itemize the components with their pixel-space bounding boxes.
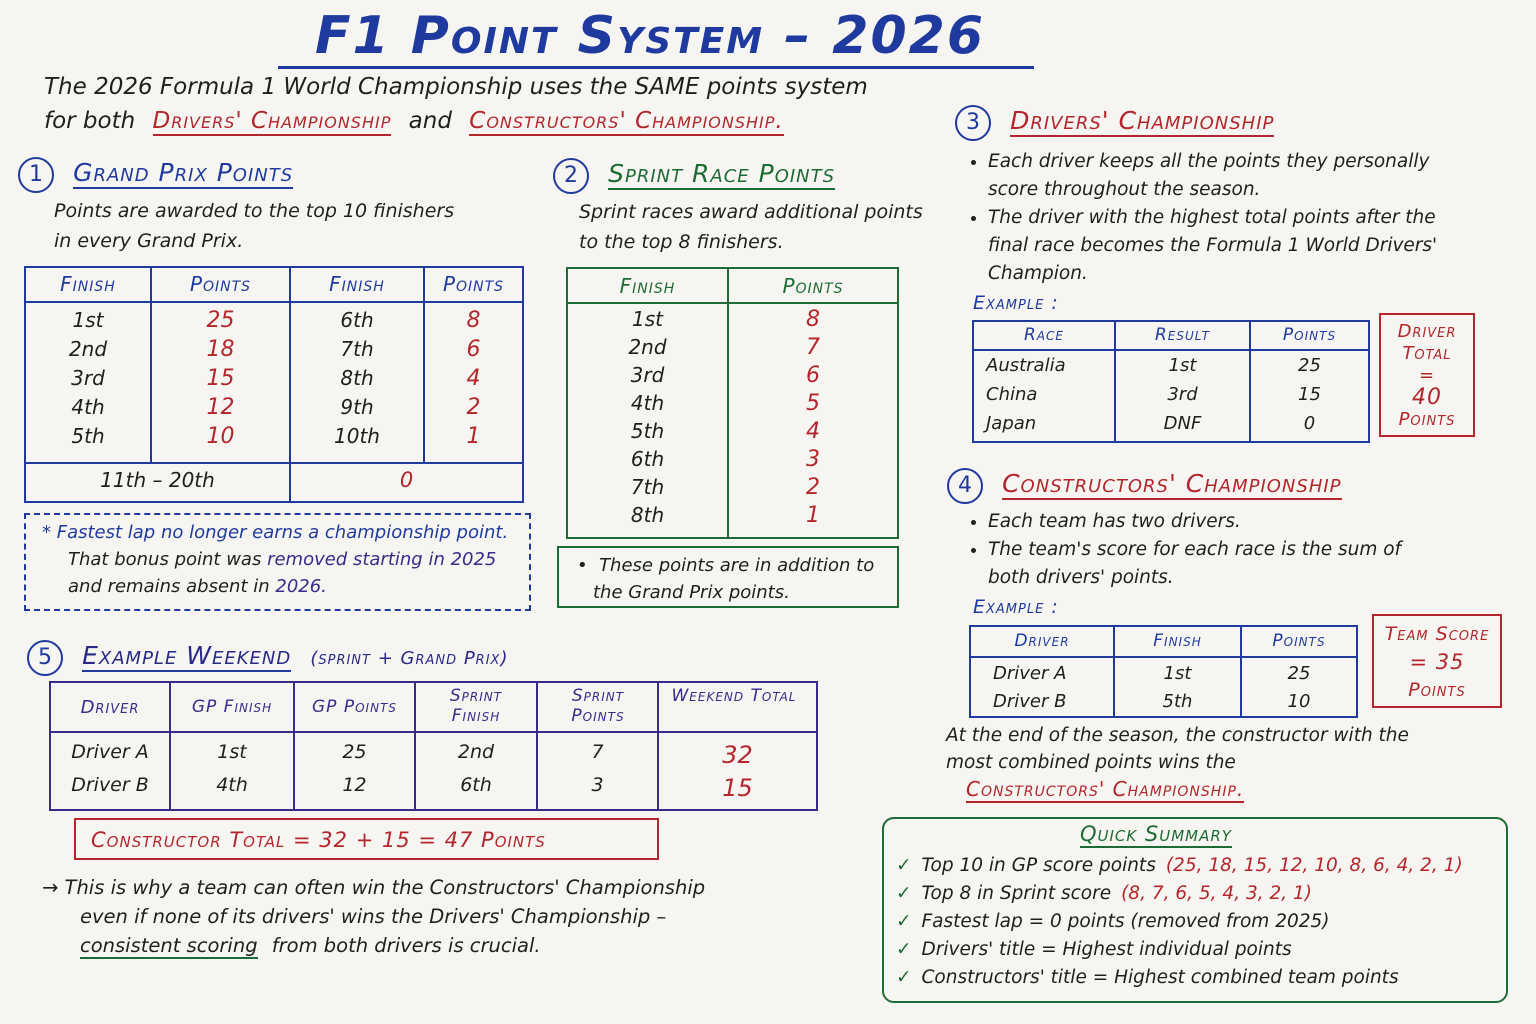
gp-finish-cell: 6th	[340, 308, 374, 332]
sprint-header-points: Points	[782, 274, 844, 298]
weekend-section-subtitle: (sprint + Grand Prix)	[310, 648, 509, 669]
weekend-header-sprint-points: Sprint Points	[571, 686, 625, 726]
weekend-total-cell: 15	[722, 774, 753, 802]
driver-total-label-1: Driver	[1397, 321, 1457, 342]
drivers-points-cell: 25	[1298, 355, 1321, 376]
gp-header-points-2: Points	[442, 272, 505, 296]
weekend-section-header	[27, 640, 508, 676]
drivers-section-header	[955, 105, 1274, 141]
sprint-points-cell: 8	[806, 307, 820, 332]
gp-finish-cell: 5th	[71, 424, 105, 448]
fastest-lap-note-line-3	[42, 573, 529, 600]
gp-finish-cell: 10th	[334, 424, 380, 448]
weekend-driver-cell: Driver A	[71, 741, 149, 763]
gp-rest-points: 0	[399, 468, 414, 492]
gp-rest-divider	[26, 462, 522, 464]
sprint-points-table	[566, 267, 899, 539]
drivers-result-cell: DNF	[1163, 413, 1202, 434]
sprint-points-cell: 7	[806, 335, 820, 360]
sprint-points-cell: 1	[806, 503, 820, 528]
quick-summary-item	[896, 964, 1496, 992]
gp-finish-cell: 4th	[71, 395, 105, 419]
team-score-box	[1372, 614, 1502, 708]
quick-summary-item	[896, 852, 1496, 880]
intro-drivers-championship: Drivers' Championship	[152, 108, 392, 134]
drivers-header-result: Result	[1155, 325, 1210, 345]
quick-summary-title: Quick Summary	[1080, 822, 1232, 846]
sprint-points-cell: 2	[806, 475, 820, 500]
constructors-conclusion-line-1: At the end of the season, the constructor with the	[946, 725, 1409, 746]
drivers-section-title: Drivers' Championship	[1010, 106, 1275, 135]
sprint-note-line-1: • These points are in addition to	[577, 555, 875, 576]
gp-desc-line-2: in every Grand Prix.	[54, 230, 244, 252]
sprint-description	[579, 197, 923, 257]
gp-finish-cell: 8th	[340, 366, 374, 390]
driver-total-label-3: Points	[1398, 409, 1456, 430]
quick-summary-text: Constructors' title = Highest combined team points	[921, 967, 1399, 988]
drivers-points-cell: 0	[1303, 413, 1316, 434]
gp-points-cell: 10	[206, 424, 235, 449]
sprint-finish-cell: 3rd	[630, 363, 665, 387]
weekend-gp-points-cell: 25	[342, 741, 367, 763]
drivers-example-label: Example :	[973, 292, 1059, 314]
intro-for-both: for both	[44, 108, 136, 134]
gp-points-cell: 1	[466, 424, 481, 449]
drivers-bullet-1: • Each driver keeps all the points they personally score throughout the season.	[988, 148, 1462, 204]
drivers-race-cell: China	[986, 384, 1038, 405]
weekend-sprint-finish-cell: 2nd	[457, 741, 495, 763]
gp-points-cell: 25	[206, 308, 235, 333]
weekend-table	[49, 681, 818, 811]
title-underline	[278, 66, 1034, 69]
constructors-points-cell: 25	[1287, 663, 1311, 684]
weekend-section-number: 5	[27, 640, 63, 676]
fastest-lap-note-text-3a: and remains absent in	[68, 576, 270, 597]
drivers-race-cell: Australia	[986, 355, 1066, 376]
weekend-conclusion	[42, 873, 705, 960]
quick-summary-list	[896, 852, 1496, 992]
check-icon: ✓	[896, 911, 912, 932]
drivers-result-cell: 1st	[1168, 355, 1197, 376]
team-score-label-1: Team Score	[1384, 623, 1490, 645]
sprint-points-cell: 5	[806, 391, 820, 416]
sprint-section-title: Sprint Race Points	[608, 159, 836, 188]
fastest-lap-note-text-2a: That bonus point was	[68, 549, 262, 570]
constructors-section-title: Constructors' Championship	[1002, 469, 1342, 498]
constructors-section-number: 4	[947, 468, 983, 504]
intro-and: and	[408, 108, 452, 134]
quick-summary-values: (25, 18, 15, 12, 10, 8, 6, 4, 2, 1)	[1165, 855, 1463, 876]
gp-points-cell: 4	[466, 366, 481, 391]
fastest-lap-note-text-3b: 2026.	[275, 576, 327, 597]
quick-summary-text: Top 8 in Sprint score	[921, 883, 1112, 904]
constructors-conclusion-line-3: Constructors' Championship.	[966, 777, 1245, 801]
sprint-note-text-1: These points are in addition to	[599, 555, 875, 576]
gp-section-number: 1	[18, 157, 54, 193]
fastest-lap-note-text-1: * Fastest lap no longer earns a championship point.	[42, 522, 509, 543]
sprint-finish-cell: 6th	[630, 447, 665, 471]
driver-total-label-2: Total	[1402, 343, 1452, 364]
check-icon: ✓	[896, 883, 912, 904]
constructors-conclusion	[946, 722, 1409, 804]
weekend-sprint-finish-cell: 6th	[460, 774, 492, 796]
weekend-header-gp-finish: GP Finish	[191, 697, 273, 717]
weekend-conclusion-rest: from both drivers is crucial.	[271, 934, 541, 957]
sprint-finish-cell: 4th	[630, 391, 665, 415]
team-score-label-2: Points	[1408, 679, 1466, 701]
constructors-header-finish: Finish	[1153, 631, 1202, 651]
weekend-header-sprint-finish: Sprint Finish	[449, 686, 503, 726]
drivers-result-cell: 3rd	[1167, 384, 1198, 405]
weekend-driver-cell: Driver B	[71, 774, 149, 796]
fastest-lap-note-text-2b: removed starting in 2025	[267, 549, 497, 570]
quick-summary-text: Top 10 in GP score points	[921, 855, 1156, 876]
constructors-driver-cell: Driver B	[993, 691, 1067, 712]
constructors-points-cell: 10	[1287, 691, 1311, 712]
gp-points-cell: 6	[466, 337, 481, 362]
drivers-header-points: Points	[1282, 325, 1337, 345]
sprint-finish-cell: 8th	[630, 503, 665, 527]
quick-summary-item	[896, 908, 1496, 936]
constructors-finish-cell: 1st	[1163, 663, 1192, 684]
intro-constructors-championship: Constructors' Championship.	[469, 108, 784, 134]
gp-points-table	[24, 266, 524, 503]
fastest-lap-note-line-2	[42, 546, 529, 573]
weekend-sprint-points-cell: 7	[591, 741, 604, 763]
quick-summary-text: Fastest lap = 0 points (removed from 2025)	[921, 911, 1330, 932]
constructors-driver-cell: Driver A	[993, 663, 1067, 684]
fastest-lap-note	[24, 513, 531, 611]
gp-points-cell: 12	[206, 395, 235, 420]
fastest-lap-note-line-1	[42, 519, 529, 546]
constructors-bullets	[962, 508, 1432, 592]
constructors-bullet-2: • The team's score for each race is the sum of both drivers' points.	[988, 536, 1432, 592]
weekend-conclusion-line-1: → This is why a team can often win the Constructors' Championship	[42, 876, 706, 899]
gp-finish-cell: 2nd	[68, 337, 108, 361]
weekend-sprint-points-cell: 3	[591, 774, 604, 796]
intro-line-2	[44, 108, 784, 134]
weekend-conclusion-underlined: consistent scoring	[80, 934, 258, 957]
gp-points-cell: 8	[466, 308, 481, 333]
gp-finish-cell: 3rd	[71, 366, 105, 390]
constructors-section-header	[947, 468, 1342, 504]
check-icon: ✓	[896, 939, 912, 960]
drivers-bullets	[962, 148, 1462, 288]
constructors-finish-cell: 5th	[1162, 691, 1193, 712]
constructors-header-driver: Driver	[1014, 631, 1070, 651]
gp-header-finish-1: Finish	[60, 272, 116, 296]
gp-desc-line-1: Points are awarded to the top 10 finishers	[54, 200, 455, 222]
gp-header-finish-2: Finish	[329, 272, 385, 296]
quick-summary-box	[882, 817, 1508, 1003]
check-icon: ✓	[896, 967, 912, 988]
drivers-points-cell: 15	[1298, 384, 1321, 405]
constructors-example-table	[969, 625, 1358, 718]
gp-points-cell: 18	[206, 337, 235, 362]
drivers-section-number: 3	[955, 105, 991, 141]
constructors-example-label: Example :	[973, 596, 1059, 618]
sprint-section-number: 2	[553, 158, 589, 194]
check-icon: ✓	[896, 855, 912, 876]
page-title: F1 Point System – 2026	[314, 6, 986, 66]
weekend-gp-points-cell: 12	[342, 774, 367, 796]
gp-finish-cell: 9th	[340, 395, 374, 419]
gp-header-points-1: Points	[189, 272, 252, 296]
gp-points-cell: 15	[206, 366, 235, 391]
weekend-conclusion-line-2: even if none of its drivers' wins the Drivers' Championship –	[80, 905, 667, 928]
team-score-value: = 35	[1409, 650, 1465, 674]
gp-finish-cell: 1st	[72, 308, 104, 332]
gp-section-header	[18, 157, 293, 193]
sprint-finish-cell: 7th	[630, 475, 665, 499]
gp-rest-finish: 11th – 20th	[100, 468, 215, 492]
weekend-gp-finish-cell: 4th	[216, 774, 248, 796]
weekend-total-cell: 32	[722, 741, 753, 769]
constructor-total-box: Constructor Total = 32 + 15 = 47 Points	[74, 818, 659, 860]
quick-summary-text: Drivers' title = Highest individual points	[921, 939, 1292, 960]
constructors-conclusion-line-2: most combined points wins the	[946, 752, 1236, 773]
sprint-points-cell: 6	[806, 363, 820, 388]
sprint-note	[557, 546, 899, 608]
weekend-section-title: Example Weekend	[82, 641, 292, 670]
weekend-gp-finish-cell: 1st	[217, 741, 247, 763]
sprint-header-finish: Finish	[619, 274, 676, 298]
constructors-bullet-1: • Each team has two drivers.	[988, 508, 1432, 536]
gp-description	[54, 196, 454, 256]
sprint-finish-cell: 2nd	[628, 335, 667, 359]
weekend-header-driver: Driver	[80, 697, 140, 718]
gp-finish-cell: 7th	[340, 337, 374, 361]
sprint-points-cell: 4	[806, 419, 820, 444]
weekend-conclusion-line-3	[42, 931, 705, 960]
driver-total-value: 40	[1412, 385, 1442, 410]
weekend-header-gp-points: GP Points	[312, 697, 397, 717]
quick-summary-values: (8, 7, 6, 5, 4, 3, 2, 1)	[1121, 883, 1313, 904]
sprint-section-header	[553, 158, 835, 194]
drivers-bullet-2: • The driver with the highest total points after the final race becomes the Formula 1 World Drivers' Champion.	[988, 204, 1462, 288]
sprint-points-cell: 3	[806, 447, 820, 472]
sprint-desc-line-2: to the top 8 finishers.	[579, 231, 784, 253]
weekend-header-weekend-total: Weekend Total	[671, 686, 797, 706]
intro-line-1: The 2026 Formula 1 World Championship uses the SAME points system	[44, 74, 868, 100]
gp-points-cell: 2	[466, 395, 481, 420]
driver-total-equals: =	[1418, 365, 1436, 386]
gp-section-title: Grand Prix Points	[73, 158, 294, 187]
sprint-finish-cell: 5th	[630, 419, 665, 443]
driver-total-box	[1379, 313, 1475, 437]
quick-summary-item	[896, 936, 1496, 964]
drivers-example-table	[972, 320, 1370, 443]
quick-summary-item	[896, 880, 1496, 908]
sprint-note-line-2: the Grand Prix points.	[593, 582, 790, 603]
constructors-header-points: Points	[1272, 631, 1326, 651]
drivers-header-race: Race	[1024, 325, 1064, 345]
drivers-race-cell: Japan	[986, 413, 1037, 434]
sprint-desc-line-1: Sprint races award additional points	[579, 201, 923, 223]
sprint-finish-cell: 1st	[632, 307, 663, 331]
